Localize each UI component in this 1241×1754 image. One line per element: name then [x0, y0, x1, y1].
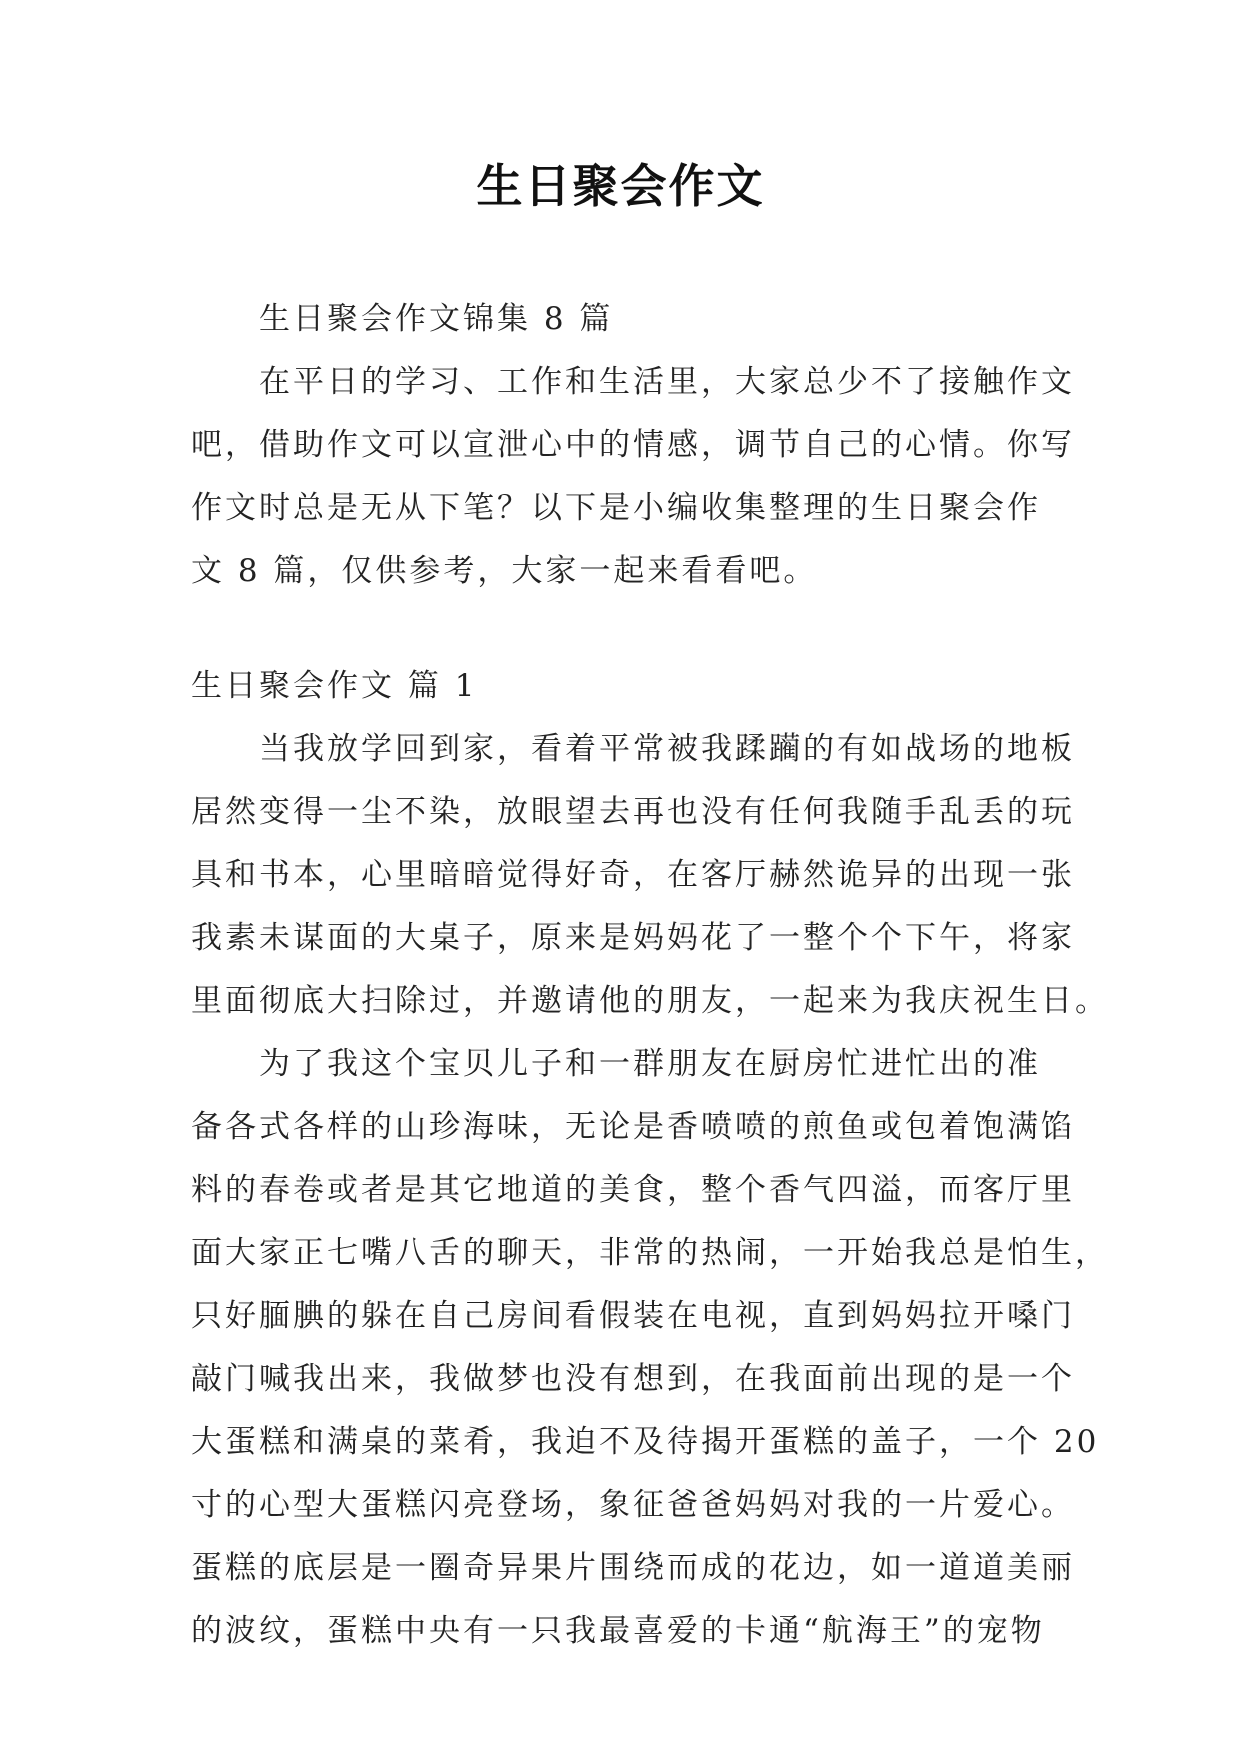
paragraph-line: 里面彻底大扫除过，并邀请他的朋友，一起来为我庆祝生日。 — [191, 983, 1109, 1019]
paragraph-line: 我素未谋面的大桌子，原来是妈妈花了一整个个下午，将家 — [191, 920, 1075, 956]
intro-line: 作文时总是无从下笔？以下是小编收集整理的生日聚会作 — [191, 490, 1041, 526]
intro-line: 在平日的学习、工作和生活里，大家总少不了接触作文 — [259, 364, 1075, 400]
paragraph-line: 敲门喊我出来，我做梦也没有想到，在我面前出现的是一个 — [191, 1361, 1075, 1397]
document-body — [191, 288, 1109, 1663]
paragraph-line: 的波纹，蛋糕中央有一只我最喜爱的卡通“航海王”的宠物 — [191, 1613, 1045, 1649]
paragraph-line: 备各式各样的山珍海味，无论是香喷喷的煎鱼或包着饱满馅 — [191, 1109, 1075, 1145]
document-title: 生日聚会作文 — [476, 159, 765, 213]
paragraph-line: 当我放学回到家，看着平常被我蹂躏的有如战场的地板 — [259, 731, 1075, 767]
paragraph-line: 料的春卷或者是其它地道的美食，整个香气四溢，而客厅里 — [191, 1172, 1075, 1208]
collection-heading: 生日聚会作文锦集 8 篇 — [259, 301, 614, 337]
paragraph-line: 寸的心型大蛋糕闪亮登场，象征爸爸妈妈对我的一片爱心。 — [191, 1487, 1075, 1523]
paragraph-line: 面大家正七嘴八舌的聊天，非常的热闹，一开始我总是怕生， — [191, 1235, 1109, 1271]
intro-line: 吧，借助作文可以宣泄心中的情感，调节自己的心情。你写 — [191, 427, 1075, 463]
paragraph-line: 居然变得一尘不染，放眼望去再也没有任何我随手乱丢的玩 — [191, 794, 1075, 830]
paragraph-line: 只好腼腆的躲在自己房间看假装在电视，直到妈妈拉开嗓门 — [191, 1298, 1075, 1334]
paragraph-line: 大蛋糕和满桌的菜肴，我迫不及待揭开蛋糕的盖子，一个 20 — [191, 1424, 1100, 1460]
intro-line: 文 8 篇，仅供参考，大家一起来看看吧。 — [191, 553, 818, 589]
paragraph-line: 具和书本，心里暗暗觉得好奇，在客厅赫然诡异的出现一张 — [191, 857, 1075, 893]
paragraph-line: 蛋糕的底层是一圈奇异果片围绕而成的花边，如一道道美丽 — [191, 1550, 1075, 1586]
paragraph-line: 为了我这个宝贝儿子和一群朋友在厨房忙进忙出的准 — [259, 1046, 1041, 1082]
section-heading: 生日聚会作文 篇 1 — [191, 668, 478, 704]
